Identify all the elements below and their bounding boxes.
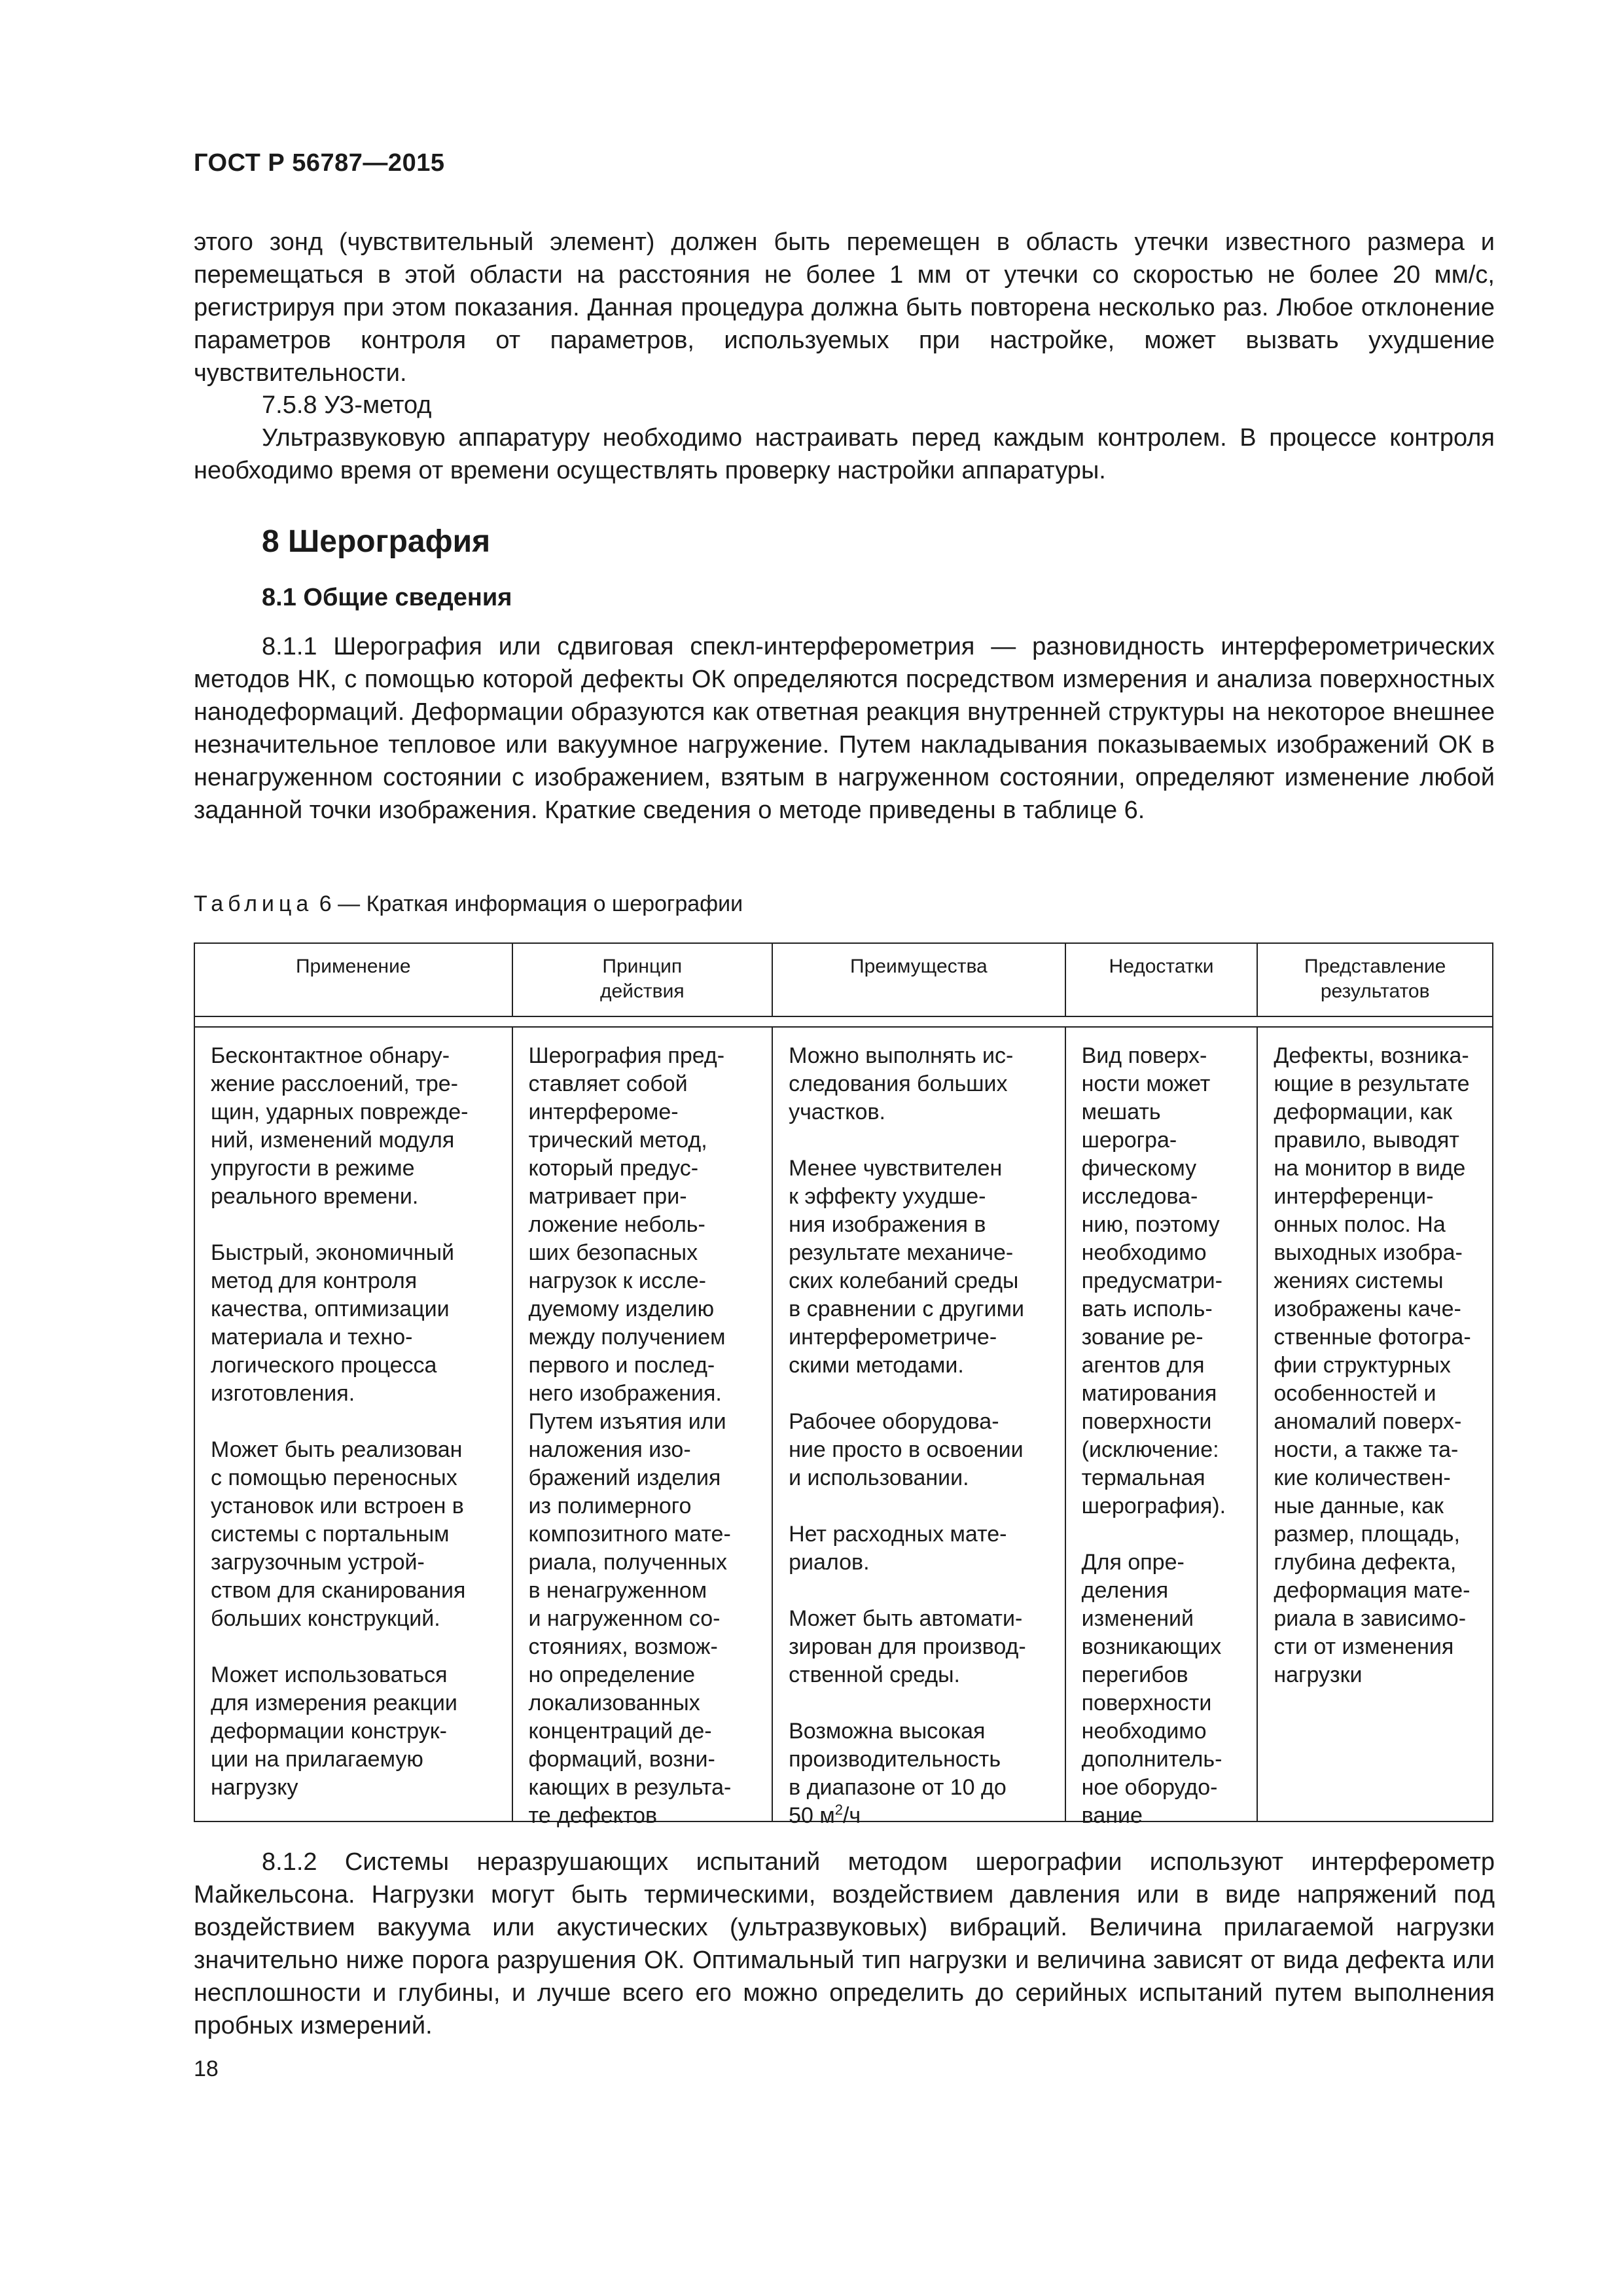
throughput-unit: /ч (842, 1803, 861, 1828)
table-header-row (195, 944, 1492, 1017)
table-header-cell: Преимущества (773, 944, 1066, 1016)
paragraph-8-1-1 (194, 630, 1495, 827)
table-cell-advantages (773, 1028, 1066, 1828)
paragraph-text: 8.1.2 Системы неразрушающих испытаний методом шерографии используют интерферометр Майкельсона. Нагрузки могут быть термическими, воздействием давления или в виде напряжений под воздействием вакуума или акустических (ультразвуковых) вибраций. Величина прилагаемой нагрузки значительно ниже порога разрушения ОК. Оптимальный тип нагрузки и величина зависят от вида дефекта или несплошности и глубины, и лучше всего его можно определить до серийных испытаний путем выполнения пробных измерений. (194, 1848, 1495, 2039)
table-cell-principle: Шерография пред- ставляет собой интерфероме- трический метод, который предус- матривает при- ложение неболь- ших безопасных нагрузок к иссле- дуемому изделию между получением первого и послед- него изображения. Путем изъятия или наложения изо- бражений изделия из полимерного композитного мате- риала, полученных в ненагруженном и нагруженном со- стояниях, возмож- но определение локализованных концентраций де- формаций, возни- кающих в результа- те дефектов (513, 1028, 774, 1821)
subsection-title: 8.1 Общие сведения (262, 584, 512, 611)
throughput-exponent: 2 (834, 1801, 843, 1818)
table-cell-disadvantages: Вид поверх- ности может мешать шерогра- фическому исследова- нию, поэтому необходимо предусматри- вать исполь- зование ре- агентов для матирования поверхности (исключение: термальная шерография). Для опре- деления изменений возникающих перегибов поверхности необходимо дополнитель- ное оборудо- вание (1066, 1028, 1258, 1821)
paragraph-8-1-2 (194, 1846, 1495, 2042)
table-row (195, 1026, 1492, 1828)
table-header-cell: Применение (195, 944, 513, 1016)
table-cell-application: Бесконтактное обнару- жение расслоений, тре- щин, ударных поврежде- ний, изменений модуля упругости в режиме реального времени. Быстрый, экономичный метод для контроля качества, оптимизации материала и техно- логического процесса изготовления. Может быть реализован с помощью переносных установок или встроен в системы с портальным загрузочным устрой- ством для сканирования больших конструкций. Может использоваться для измерения реакции деформации конструк- ции на прилагаемую нагрузку (195, 1028, 513, 1821)
page-number: 18 (194, 2056, 219, 2081)
paragraph-continuation (194, 226, 1495, 389)
table-cell-results: Дефекты, возника- ющие в результате деформации, как правило, выводят на монитор в виде интерференци- онных полос. На выходных изобра- жениях системы изображены каче- ственные фотогра- фии структурных особенностей и аномалий поверх- ности, а также та- кие количествен- ные данные, как размер, площадь, глубина дефекта, деформация мате- риала в зависимо- сти от изменения нагрузки (1274, 1043, 1471, 1687)
paragraph-text: этого зонд (чувствительный элемент) должен быть перемещен в область утечки известного размера и перемещаться в этой области на расстояния не более 1 мм от утечки со скоростью не более 20 мм/с, регистрируя при этом показания. Данная процедура должна быть повторена несколько раз. Любое отклонение параметров контроля от параметров, используемых при настройке, может вызвать ухудшение чувствительности. (194, 228, 1495, 387)
shearography-table (194, 942, 1493, 1828)
paragraph-text: 8.1.1 Шерография или сдвиговая спекл-интерферометрия — разновидность интерферометрических методов НК, с помощью которой дефекты ОК определяются посредством измерения и анализа поверхностных нанодеформаций. Деформации образуются как ответная реакция внутренней структуры на некоторое внешнее незначительное тепловое или вакуумное нагружение. Путем накладывания показываемых изображений ОК в ненагруженном состоянии с изображением, взятым в нагруженном состоянии, определяют изменение любой заданной точки изображения. Краткие сведения о методе приведены в таблице 6. (194, 633, 1495, 824)
document-header: ГОСТ Р 56787—2015 (194, 149, 445, 177)
table-caption-label: Таблица (194, 891, 313, 916)
throughput-value: 50 м (789, 1803, 835, 1828)
table-caption (194, 891, 743, 917)
table-caption-text: 6 — Краткая информация о шерографии (319, 891, 743, 916)
section-title: 8 Шерография (262, 524, 491, 559)
paragraph-ultrasonic (194, 422, 1495, 487)
clause-heading (194, 389, 1495, 422)
clause-title: 7.5.8 УЗ-метод (262, 391, 432, 419)
table-header-cell: Представление результатов (1304, 956, 1446, 1002)
table-header-cell: Принцип действия (513, 944, 774, 1016)
table-header-cell: Недостатки (1066, 944, 1258, 1016)
paragraph-text: Ультразвуковую аппаратуру необходимо настраивать перед каждым контролем. В процессе контроля необходимо время от времени осуществлять проверку настройки аппаратуры. (194, 424, 1495, 484)
advantages-text: Можно выполнять ис- следования больших участков. Менее чувствителен к эффекту ухудше- ния изображения в результате механиче- ских колебаний среды в сравнении с другими интерферометриче- скими методами. Рабочее оборудова- ние просто в освоении и использовании. Нет расходных мате- риалов. Может быть автомати- зирован для производ- ственной среды. Возможна высокая производительность в диапазоне от 10 до (789, 1043, 1026, 1800)
